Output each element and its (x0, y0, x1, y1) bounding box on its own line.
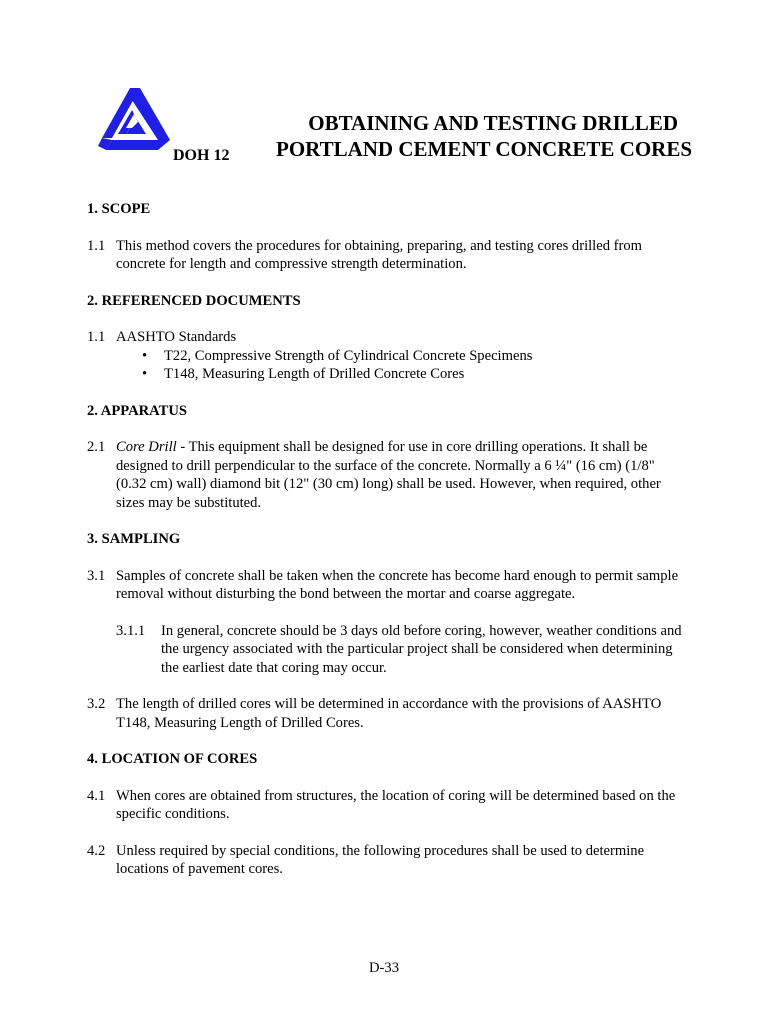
paragraph-1-1 (87, 237, 687, 274)
list-item (87, 365, 687, 384)
paragraph-text: This method covers the procedures for obtaining, preparing, and testing cores drilled from concrete for length and compressive strength determination. (116, 237, 643, 272)
document-id: DOH 12 (173, 147, 230, 164)
title-line-1: OBTAINING AND TESTING DRILLED (308, 111, 678, 135)
section-heading-location-of-cores: 4. LOCATION OF CORES (87, 751, 258, 767)
paragraph-3-1-1 (116, 622, 687, 678)
document-title (276, 110, 693, 162)
paragraph-3-1 (87, 567, 687, 604)
paragraph-number: 3.1.1 (116, 622, 146, 639)
section-heading-referenced-documents: 2. REFERENCED DOCUMENTS (87, 292, 301, 309)
bullet-icon: • (142, 366, 148, 382)
list-item-text: T22, Compressive Strength of Cylindrical Concrete Specimens (164, 347, 533, 364)
paragraph-number: 3.1 (87, 567, 106, 584)
paragraph-text: When cores are obtained from structures, the location of coring will be determined based on the specific conditions. (116, 787, 676, 822)
section-heading-apparatus: 2. APPARATUS (87, 402, 187, 419)
bullet-icon: • (142, 347, 148, 364)
paragraph-number: 1.1 (87, 329, 106, 345)
paragraph-2-1 (87, 438, 687, 512)
paragraph-text: The length of drilled cores will be determined in accordance with the provisions of AASHTO T148, Measuring Length of Drilled Cores. (116, 696, 662, 731)
paragraph-4-1 (87, 787, 687, 824)
paragraph-number: 1.1 (87, 237, 106, 254)
paragraph-number: 3.2 (87, 696, 106, 712)
paragraph-ref-1-1 (87, 328, 687, 347)
page-number: D-33 (369, 960, 399, 976)
agency-logo-icon (96, 84, 174, 164)
paragraph-number: 4.2 (87, 842, 106, 859)
paragraph-number: 4.1 (87, 787, 106, 804)
paragraph-number: 2.1 (87, 439, 106, 455)
paragraph-text: AASHTO Standards (116, 329, 237, 345)
section-heading-sampling: 3. SAMPLING (87, 531, 181, 547)
defined-term: Core Drill (116, 439, 177, 455)
list-item (87, 347, 687, 366)
paragraph-text: - This equipment shall be designed for use in core drilling operations. It shall be designed to drill perpendicular to the surface of the concrete. Normally a 6 ¼" (16 cm) (1/8" (0.32 cm) wall) diamond bit (12" (30 cm) long) shall be used. However, when required, other sizes may be substituted. (116, 439, 661, 511)
document-body (87, 200, 687, 897)
list-item-text: T148, Measuring Length of Drilled Concrete Cores (164, 366, 465, 382)
paragraph-text: Unless required by special conditions, the following procedures shall be used to determine locations of pavement cores. (116, 842, 645, 877)
paragraph-3-2 (87, 695, 687, 732)
paragraph-text: Samples of concrete shall be taken when the concrete has become hard enough to permit sample removal without disturbing the bond between the mortar and coarse aggregate. (116, 567, 679, 602)
referenced-documents-list (87, 328, 687, 384)
section-heading-scope: 1. SCOPE (87, 201, 151, 217)
paragraph-text: In general, concrete should be 3 days old before coring, however, weather conditions and the urgency associated with the particular project shall be considered when determining the earliest date that coring may occur. (161, 622, 682, 676)
title-line-2: PORTLAND CEMENT CONCRETE CORES (276, 137, 693, 161)
paragraph-4-2 (87, 842, 687, 879)
